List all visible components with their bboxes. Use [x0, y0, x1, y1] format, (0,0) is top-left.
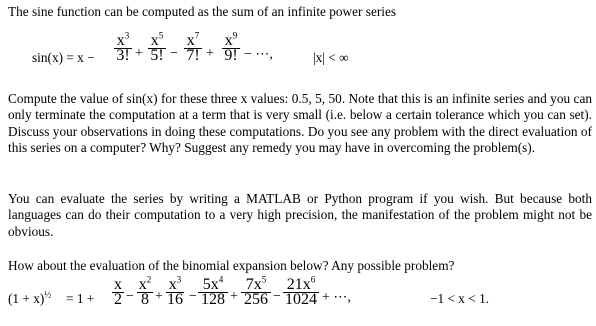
- paragraph-2: You can evaluate the series by writing a MATLAB or Python program if you wish. But because both languages can do their computation to a very high precision, the manifestation of the problem might not be obvious.: [8, 191, 592, 239]
- sine-sign-4: − ⋯,: [244, 47, 273, 62]
- binomial-sign-1: −: [126, 289, 134, 304]
- paragraph-3: How about the evaluation of the binomial expansion below? Any possible problem?: [8, 258, 455, 273]
- binomial-sign-2: +: [155, 289, 163, 304]
- sine-term-3: $x^7$ 7!: [184, 35, 202, 62]
- intro-text: The sine function can be computed as the sum of an infinite power series: [8, 4, 397, 19]
- binomial-domain: −1 < x < 1.: [430, 291, 490, 306]
- binomial-equals: = 1 +: [66, 291, 95, 306]
- sine-lhs: sin(x) = x −: [32, 50, 95, 65]
- sine-sign-3: +: [206, 46, 214, 61]
- binomial-sign-5: −: [273, 289, 281, 304]
- sine-term-2: $x^5$ 5!: [148, 35, 166, 62]
- binomial-term-4: $5x^4$ 128: [198, 279, 228, 306]
- sine-term-1: $x^3$ 3!: [114, 35, 132, 62]
- binomial-term-2: $x^2$ 8: [138, 274, 152, 308]
- binomial-term-3: $x^3$ 16: [167, 274, 183, 308]
- sine-sign-2: −: [170, 46, 178, 61]
- binomial-term-6: $21x^6$ 1024: [285, 274, 317, 308]
- binomial-sign-6: + ⋯,: [322, 290, 351, 305]
- binomial-term-5: $7x^5$ 256: [241, 279, 271, 306]
- binomial-sign-3: −: [189, 289, 197, 304]
- binomial-sign-4: +: [230, 289, 238, 304]
- paragraph-1: Compute the value of sin(x) for these three x values: 0.5, 5, 50. Note that this is an infinite series and you can only terminate the computation at a term that is very small (i.e. below a certain tolerance which you can set). Discuss your observations in doing these computations. Do you see any problem with the direct evaluation of this series on a computer? Why? Suggest any remedy you may have in overcoming the problem(s).: [8, 91, 592, 156]
- binomial-lhs: $(1 + x)^{\frac{1}{2}}$: [8, 289, 52, 306]
- sine-term-4: $x^9$ 9!: [222, 35, 240, 62]
- sine-domain: |x| < ∞: [313, 50, 349, 65]
- binomial-term-1: x 2: [114, 276, 122, 308]
- sine-sign-1: +: [135, 46, 143, 61]
